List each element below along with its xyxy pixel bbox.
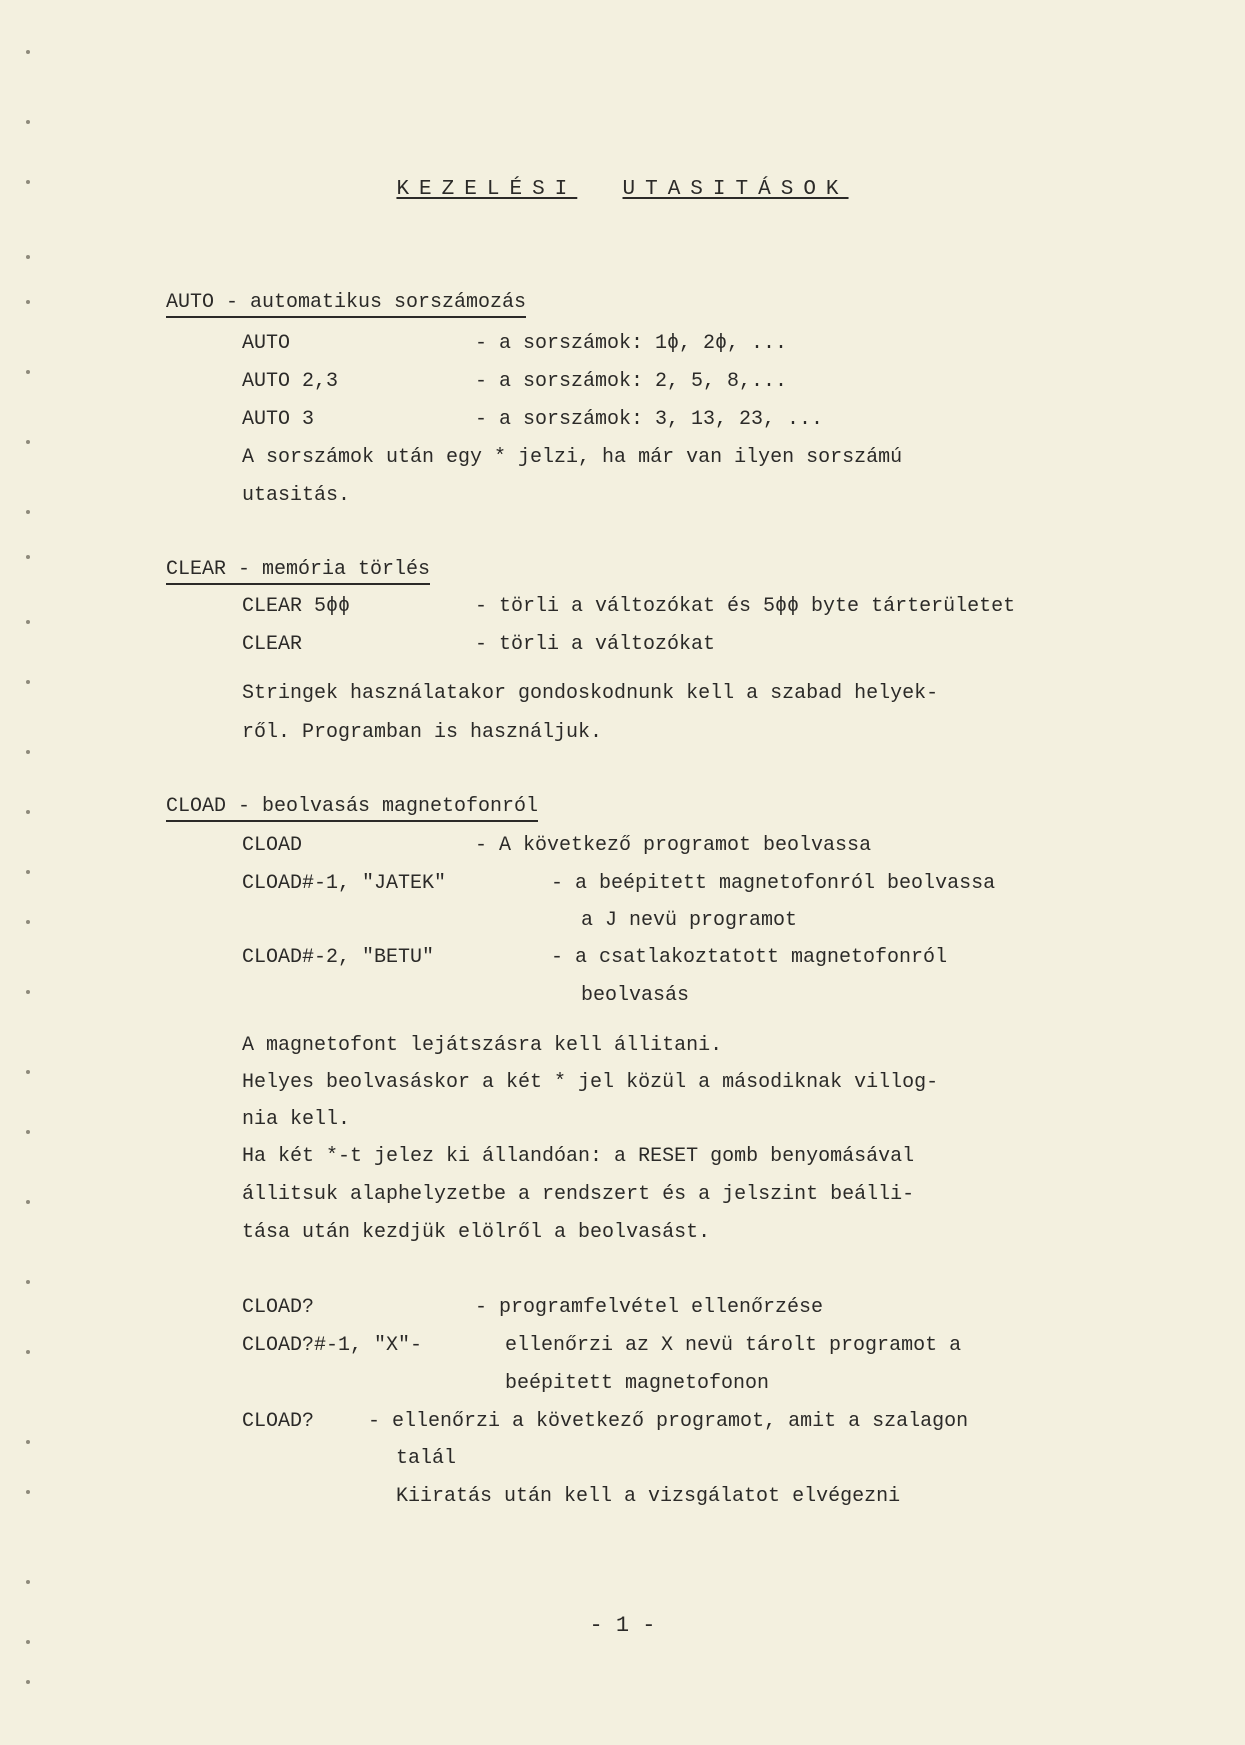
binding-edge-marks <box>26 40 46 1720</box>
clear-cmd-2: CLEAR <box>242 633 303 656</box>
auto-desc-1: - a sorszámok: 1ϕ, 2ϕ, ... <box>475 332 788 355</box>
page-title: KEZELÉSI UTASITÁSOK <box>396 178 849 201</box>
clear-note-2: ről. Programban is használjuk. <box>242 721 603 744</box>
cload-check-cmd-2: CLOAD?#-1, "X"- <box>242 1334 423 1357</box>
cload-check-desc-2: ellenőrzi az X nevü tárolt programot a <box>505 1334 962 1357</box>
auto-note-1: A sorszámok után egy * jelzi, ha már van ilyen sorszámú <box>242 446 903 469</box>
page-number: - 1 - <box>589 1613 656 1638</box>
cload-cmd-3: CLOAD#-2, "BETU" <box>242 946 435 969</box>
cload-check-cmd-3: CLOAD? <box>242 1410 315 1433</box>
cload-note-2: Helyes beolvasáskor a két * jel közül a másodiknak villog- <box>242 1071 939 1094</box>
cload-cmd-1: CLOAD <box>242 834 303 857</box>
cload-note-1: A magnetofont lejátszásra kell állitani. <box>242 1034 723 1057</box>
cload-desc-1: - A következő programot beolvassa <box>475 834 872 857</box>
cload-check-desc-1: - programfelvétel ellenőrzése <box>475 1296 824 1319</box>
cload-desc-3: - a csatlakoztatott magnetofonról <box>551 946 948 969</box>
cload-desc-2b: a J nevü programot <box>581 909 798 932</box>
auto-desc-3: - a sorszámok: 3, 13, 23, ... <box>475 408 824 431</box>
cload-desc-2: - a beépitett magnetofonról beolvassa <box>551 872 996 895</box>
auto-desc-2: - a sorszámok: 2, 5, 8,... <box>475 370 788 393</box>
cload-check-desc-2b: beépitett magnetofonon <box>505 1372 770 1395</box>
cload-check-cmd-1: CLOAD? <box>242 1296 315 1319</box>
cload-check-desc-3c: Kiiratás után kell a vizsgálatot elvégezni <box>396 1485 901 1508</box>
auto-note-2: utasitás. <box>242 484 351 507</box>
cload-note-6: tása után kezdjük elölről a beolvasást. <box>242 1221 711 1244</box>
cload-note-4: Ha két *-t jelez ki állandóan: a RESET gomb benyomásával <box>242 1145 915 1168</box>
section-heading-auto: AUTO - automatikus sorszámozás <box>166 291 526 318</box>
auto-cmd-1: AUTO <box>242 332 291 355</box>
cload-note-5: állitsuk alaphelyzetbe a rendszert és a jelszint beálli- <box>242 1183 915 1206</box>
clear-desc-1: - törli a változókat és 5ϕϕ byte tárterületet <box>475 595 1016 618</box>
clear-note-1: Stringek használatakor gondoskodnunk kell a szabad helyek- <box>242 682 939 705</box>
cload-desc-3b: beolvasás <box>581 984 690 1007</box>
cload-note-3: nia kell. <box>242 1108 351 1131</box>
clear-desc-2: - törli a változókat <box>475 633 716 656</box>
cload-check-desc-3: - ellenőrzi a következő programot, amit a szalagon <box>368 1410 969 1433</box>
clear-cmd-1: CLEAR 5ϕϕ <box>242 595 351 618</box>
auto-cmd-2: AUTO 2,3 <box>242 370 339 393</box>
cload-check-desc-3b: talál <box>396 1447 457 1470</box>
cload-cmd-2: CLOAD#-1, "JATEK" <box>242 872 447 895</box>
section-heading-clear: CLEAR - memória törlés <box>166 558 430 585</box>
auto-cmd-3: AUTO 3 <box>242 408 315 431</box>
section-heading-cload: CLOAD - beolvasás magnetofonról <box>166 795 538 822</box>
